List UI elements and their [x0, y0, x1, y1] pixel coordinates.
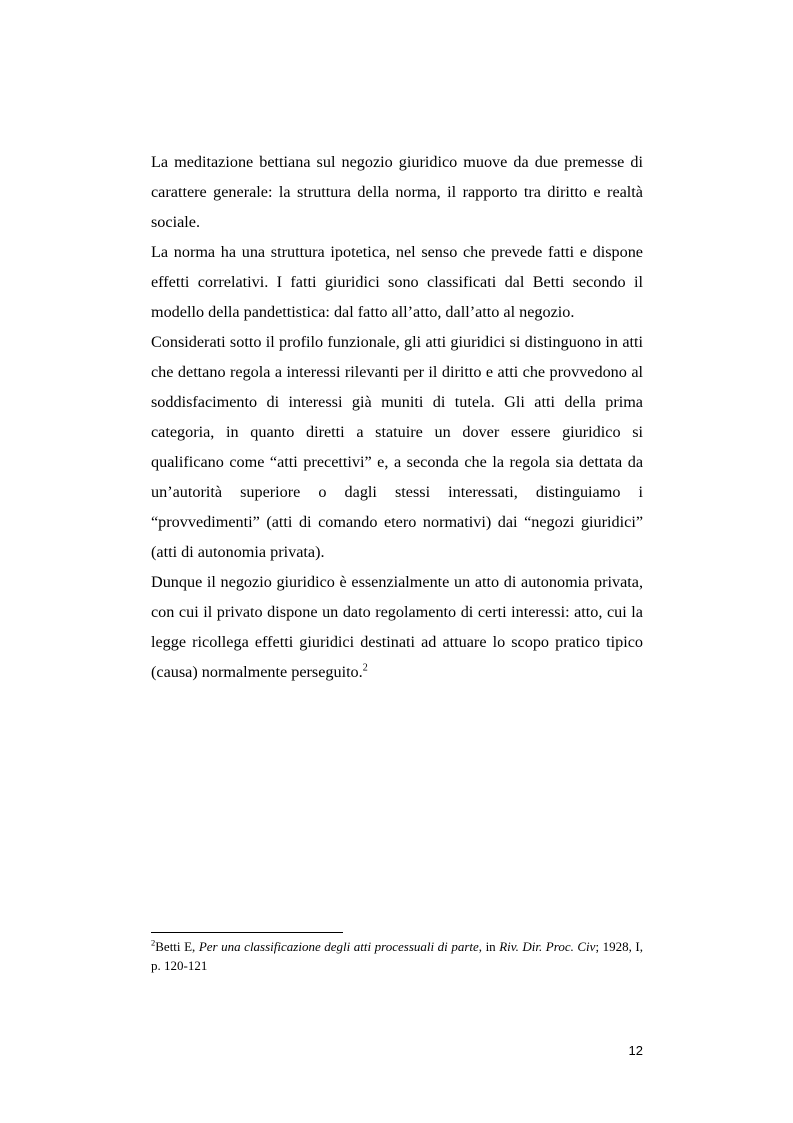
paragraph-3: Considerati sotto il profilo funzionale, gli atti giuridici si distinguono in atti che dettano regola a interessi rilevanti per il diritto e atti che provvedono al soddisfacimento di interessi già muniti di tutela. Gli atti della prima categoria, in quanto diretti a statuire un dover essere giuridico si qualificano come “atti precettivi” e, a seconda che la regola sia dettata da un’autorità superiore o dagli stessi interessati, distinguiamo i “provvedimenti” (atti di comando etero normativi) dai “negozi giuridici” (atti di autonomia privata). [151, 333, 643, 561]
footnote-in: , in [478, 939, 500, 954]
footnote-marker: 2 [151, 937, 156, 948]
paragraph-4 [151, 567, 643, 687]
footnote [151, 937, 643, 975]
page-number: 12 [628, 1043, 643, 1058]
paragraph-2: La norma ha una struttura ipotetica, nel senso che prevede fatti e dispone effetti correlativi. I fatti giuridici sono classificati dal Betti secondo il modello della pandettistica: dal fatto all’atto, dall’atto al negozio. [151, 243, 643, 321]
paragraph-1: La meditazione bettiana sul negozio giuridico muove da due premesse di carattere generale: la struttura della norma, il rapporto tra diritto e realtà sociale. [151, 153, 643, 231]
body-text [151, 147, 643, 687]
footnote-title: Per una classificazione degli atti processuali di parte [198, 939, 479, 954]
footnote-author: Betti E, [155, 939, 199, 954]
footnote-journal: Riv. Dir. Proc. Civ [499, 939, 596, 954]
footnote-separator [151, 932, 343, 933]
footnote-reference[interactable]: 2 [362, 662, 368, 674]
paragraph-4-text: Dunque il negozio giuridico è essenzialmente un atto di autonomia privata, con cui il privato dispone un dato regolamento di certi interessi: atto, cui la legge ricollega effetti giuridici destinati ad attuare lo scopo pratico tipico (causa) normalmente perseguito. [151, 573, 643, 681]
footnote-end: ; 1928, I, p. 120-121 [151, 939, 643, 973]
